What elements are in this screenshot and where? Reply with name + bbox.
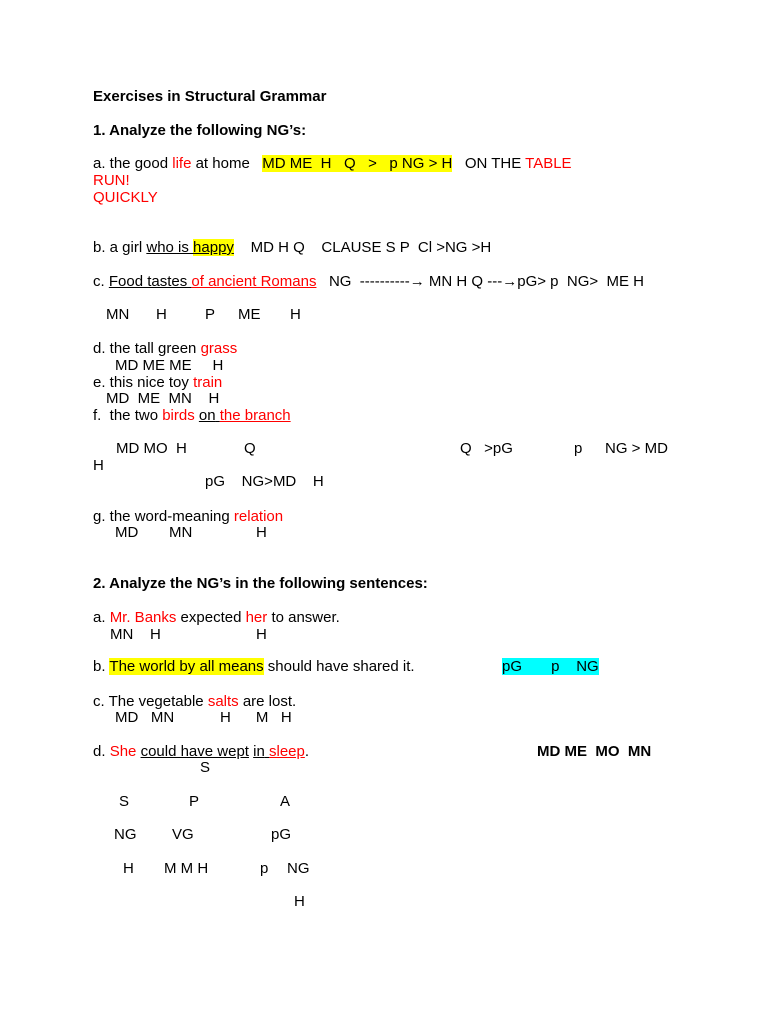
section1-heading: 1. Analyze the following NG’s: bbox=[93, 122, 307, 139]
item-2a-red: Mr. Banks bbox=[109, 609, 177, 626]
item-2b bbox=[93, 658, 415, 675]
item-2c-red: salts bbox=[207, 693, 239, 710]
item-2a-tag: H bbox=[256, 626, 267, 643]
item-1c bbox=[93, 273, 644, 290]
item-1c-underlined: Food tastes bbox=[108, 273, 192, 290]
item-1a-run: RUN! bbox=[93, 172, 130, 189]
item-1d-prefix: d. the tall green bbox=[93, 340, 201, 357]
tree-node: H bbox=[123, 860, 134, 877]
item-2b-cyan-highlight: pG p NG bbox=[502, 658, 599, 675]
item-1e bbox=[93, 374, 222, 391]
item-2a-tag: MN H bbox=[110, 626, 161, 643]
item-1a-prefix: a. the good bbox=[93, 155, 173, 172]
item-1f-tag: Q >pG bbox=[460, 440, 513, 457]
item-1g bbox=[93, 508, 283, 525]
item-1b-highlight: happy bbox=[193, 239, 234, 256]
item-1f-underlined: on bbox=[198, 407, 216, 424]
item-1b-prefix: b. a girl bbox=[93, 239, 147, 256]
item-1f-red: birds bbox=[162, 407, 195, 424]
item-1a-red-word: life bbox=[172, 155, 192, 172]
tree-node: VG bbox=[172, 826, 194, 843]
section2-heading: 2. Analyze the NG’s in the following sentences: bbox=[93, 575, 428, 592]
item-2c-prefix: c. The vegetable bbox=[93, 693, 208, 710]
item-2a-red2: her bbox=[245, 609, 268, 626]
page-title: Exercises in Structural Grammar bbox=[93, 88, 327, 105]
item-1f-prefix: f. the two bbox=[93, 407, 163, 424]
item-1g-tag: H bbox=[256, 524, 267, 541]
item-1f bbox=[93, 407, 291, 424]
item-1c-tag: P bbox=[205, 306, 216, 323]
item-1g-tag: MN bbox=[169, 524, 193, 541]
item-1a-after: ON THE bbox=[452, 155, 526, 172]
item-1f-tag: Q bbox=[244, 440, 256, 457]
item-1a-table: TABLE bbox=[525, 155, 572, 172]
tree-node: NG bbox=[114, 826, 137, 843]
tree-node: A bbox=[280, 793, 291, 810]
tree-node: H bbox=[294, 893, 305, 910]
item-1f-underlined-red: the branch bbox=[219, 407, 291, 424]
item-2d-dot: . bbox=[304, 743, 310, 760]
item-1a-mid: at home bbox=[191, 155, 263, 172]
item-1f-tag: pG NG>MD H bbox=[205, 473, 324, 490]
item-1d-tags: MD ME ME H bbox=[115, 357, 224, 374]
item-2a-mid: expected bbox=[176, 609, 246, 626]
item-1b-rest: MD H Q CLAUSE S P Cl >NG >H bbox=[233, 239, 492, 256]
item-1c-prefix: c. bbox=[93, 273, 109, 290]
item-1d bbox=[93, 340, 237, 357]
item-1c-rest2: MN H Q --- bbox=[424, 273, 503, 290]
item-1d-red: grass bbox=[200, 340, 238, 357]
tree-node: p bbox=[260, 860, 269, 877]
item-2d-underlined2: in bbox=[253, 743, 265, 760]
item-1e-tags: MD ME MN H bbox=[106, 390, 220, 407]
item-1c-rest3: pG> p NG> ME H bbox=[517, 273, 644, 290]
item-1c-tag: ME bbox=[238, 306, 261, 323]
arrow-icon: → bbox=[409, 273, 425, 290]
item-2b-rest: should have shared it. bbox=[263, 658, 415, 675]
tree-node: M M H bbox=[164, 860, 209, 877]
item-2a-label: a. bbox=[93, 609, 110, 626]
item-1b-underlined: who is bbox=[146, 239, 194, 256]
item-1e-prefix: e. this nice toy bbox=[93, 374, 194, 391]
item-1f-tag: p bbox=[574, 440, 583, 457]
item-1a bbox=[93, 155, 572, 172]
item-2a bbox=[93, 609, 340, 626]
item-1g-red: relation bbox=[233, 508, 284, 525]
item-2d-bold-tags: MD ME MO MN bbox=[537, 743, 652, 760]
item-1f-tag: H bbox=[93, 457, 104, 474]
item-1c-tag: MN bbox=[106, 306, 130, 323]
item-1c-tag: H bbox=[290, 306, 301, 323]
item-2c-tags: MD MN H M H bbox=[115, 709, 292, 726]
item-1a-quickly: QUICKLY bbox=[93, 189, 158, 206]
item-2b-prefix: b. bbox=[93, 658, 110, 675]
item-1f-tag: NG > MD bbox=[605, 440, 668, 457]
tree-node: NG bbox=[287, 860, 310, 877]
arrow-icon: → bbox=[502, 273, 518, 290]
tree-node: S bbox=[119, 793, 130, 810]
item-2d bbox=[93, 743, 309, 760]
item-2c bbox=[93, 693, 296, 710]
item-1g-prefix: g. the word-meaning bbox=[93, 508, 234, 525]
item-2d-label: d. bbox=[93, 743, 110, 760]
item-2c-rest: are lost. bbox=[238, 693, 297, 710]
item-1f-tag: MD MO H bbox=[116, 440, 187, 457]
item-1e-red: train bbox=[193, 374, 223, 391]
item-2b-highlight: The world by all means bbox=[109, 658, 264, 675]
item-2d-underlined-red: sleep bbox=[269, 743, 305, 760]
item-1c-tag: H bbox=[156, 306, 167, 323]
item-2d-underlined: could have wept bbox=[140, 743, 249, 760]
item-2d-s: S bbox=[200, 759, 211, 776]
item-2d-red: She bbox=[109, 743, 137, 760]
item-1b bbox=[93, 239, 491, 256]
item-1a-highlight: MD ME H Q > p NG > H bbox=[262, 155, 453, 172]
tree-node: P bbox=[189, 793, 200, 810]
item-1g-tag: MD bbox=[115, 524, 139, 541]
item-1c-rest: NG ---------- bbox=[316, 273, 410, 290]
tree-node: pG bbox=[271, 826, 292, 843]
item-2a-rest: to answer. bbox=[267, 609, 340, 626]
item-1c-underlined-red: of ancient Romans bbox=[191, 273, 317, 290]
